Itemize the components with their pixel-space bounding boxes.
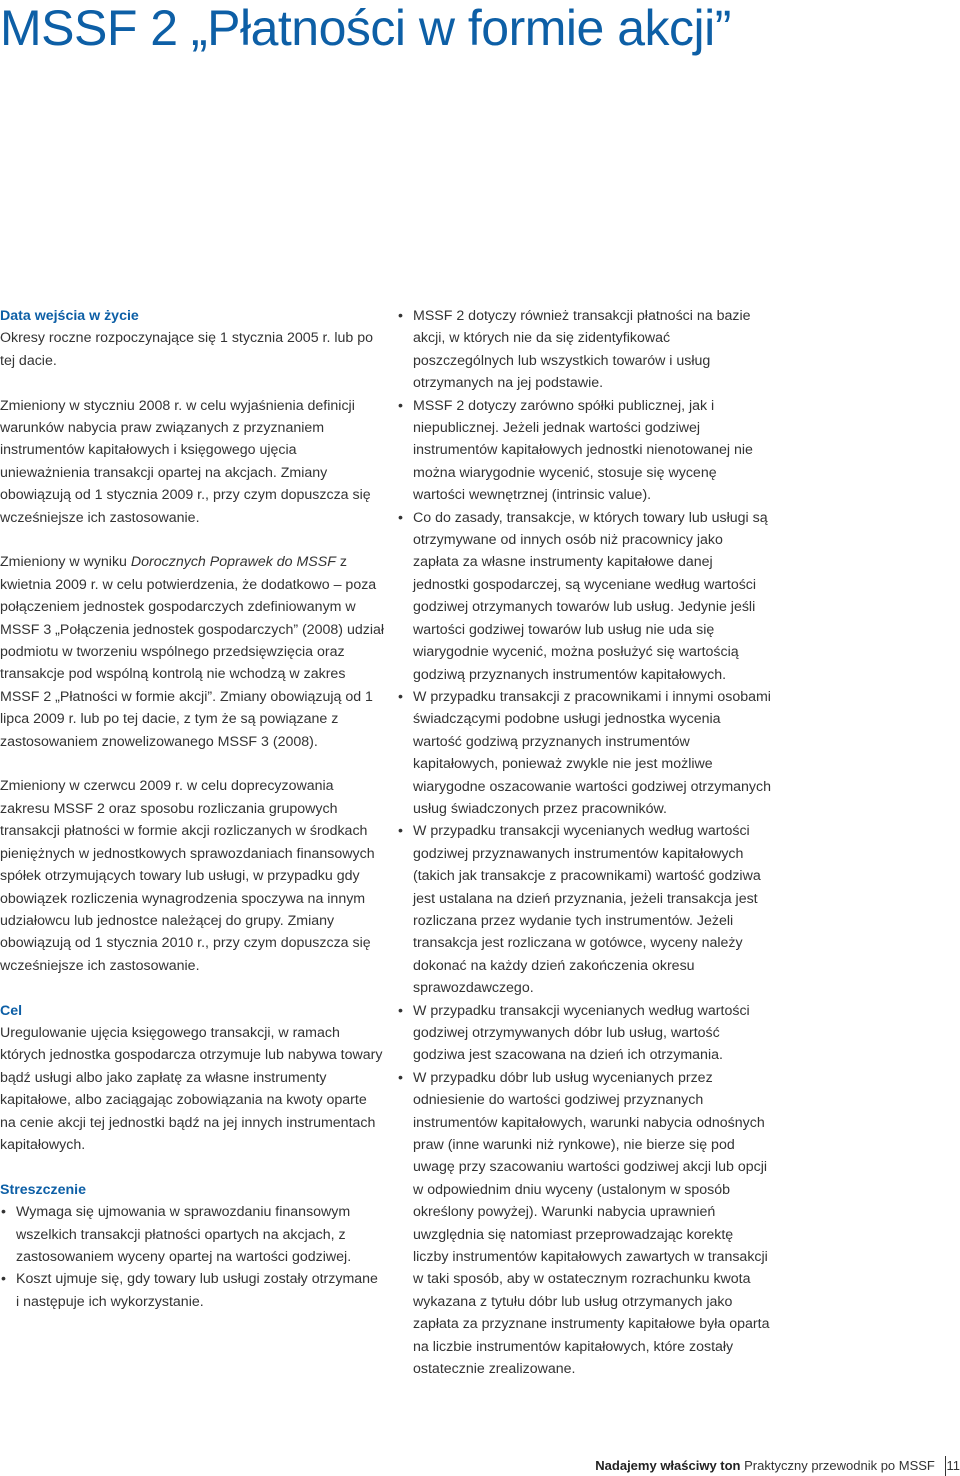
amendment-april-intro: Zmieniony w wyniku	[0, 554, 131, 571]
goal-text: Uregulowanie ujęcia księgowego transakcji, w ramach których jednostka gospodarcza otrzymuje lub nabywa towary bądź usługi albo jako zapłatę za własne instrumenty kapitałowe, albo zaciągając zobowiązania na kwoty oparte na cenie akcji tej jednostki bądź na jej innych instrumentach kapitałowych.	[0, 1024, 383, 1153]
summary-bullet-text: Koszt ujmuje się, gdy towary lub usługi zostały otrzymane i następuje ich wykorzystanie.	[16, 1271, 378, 1310]
amendment-june-2009: Zmieniony w czerwcu 2009 r. w celu doprecyzowania zakresu MSSF 2 oraz sposobu rozliczania grupowych transakcji płatności w formie akcji rozliczanych w środkach pieniężnych w jednostkowych sprawozdaniach finansowych spółek otrzymujących towary lub usługi, w przypadku gdy obowiązek rozliczenia wynagrodzenia spoczywa na innym udziałowcu lub jednostce należącej do grupy. Zmiany obowiązują od 1 stycznia 2010 r., przy czym dopuszcza się wcześniejsze ich zastosowanie.	[0, 778, 375, 974]
bullet-icon: •	[398, 1002, 403, 1019]
bullet-icon: •	[398, 308, 403, 324]
footer-tagline: Nadajemy właściwy ton	[595, 1458, 741, 1473]
left-column	[0, 305, 385, 1313]
summary-bullet	[397, 507, 772, 686]
page-number: 11	[946, 1458, 960, 1473]
summary-bullet-text: W przypadku transakcji z pracownikami i innymi osobami świadczącymi podobne usługi jednostka wycenia wartość godziwą przyznanych instrumentów kapitałowych, ponieważ zwykle nie jest możliwe wiarygodne oszacowanie wartości godziwej otrzymanych usług świadczonych przez pracowników.	[413, 688, 772, 817]
summary-heading: Streszczenie	[0, 1181, 86, 1198]
bullet-icon: •	[398, 509, 403, 526]
footer-divider	[945, 1456, 946, 1476]
summary-bullet-text: W przypadku transakcji wycenianych według wartości godziwej przyznawanych instrumentów kapitałowych (takich jak transakcje z pracownikami) wartość godziwa jest ustalana na dzień przyznania, jeżeli transakcja jest rozliczana przez wydanie tych instrumentów. Jeżeli transakcja jest rozliczana w gotówce, wyceny należy dokonać na każdy dzień zakończenia okresu sprawozdawczego.	[413, 823, 761, 997]
amendment-april-2009	[0, 551, 385, 753]
summary-bullet-text: Co do zasady, transakcje, w których towary lub usługi są otrzymywane od innych osób niż pracownicy jako zapłata za własne instrumenty kapitałowe danej jednostki gospodarczej, są wyceniane według wartości godziwej otrzymanych towarów lub usług. Jedynie jeśli wartości godziwej towarów lub usług nie uda się wiarygodnie wycenić, można posłużyć się wartością godziwą przyznanych instrumentów kapitałowych.	[413, 509, 768, 683]
summary-bullet	[397, 686, 772, 820]
amendment-april-rest: z kwietnia 2009 r. w celu potwierdzenia, że dodatkowo – poza połączeniem jednostek gospodarczych zdefiniowanym w MSSF 3 „Połączenia jednostek gospodarczych” (2008) udział podmiotu w tworzeniu wspólnego przedsięwzięcia oraz transakcje pod wspólną kontrolą nie wchodzą w zakres MSSF 2 „Płatności w formie akcji”. Zmiany obowiązują od 1 lipca 2009 r. lub po tej dacie, z tym że są powiązane z zastosowaniem znowelizowanego MSSF 3 (2008).	[0, 554, 385, 750]
bullet-icon: •	[398, 1069, 403, 1086]
summary-bullet	[397, 305, 772, 395]
bullet-icon: •	[1, 1271, 6, 1288]
summary-list	[0, 1201, 385, 1313]
bullet-icon: •	[398, 688, 403, 705]
effective-date-text: Okresy roczne rozpoczynające się 1 stycznia 2005 r. lub po tej dacie.	[0, 330, 374, 369]
summary-bullet-text: W przypadku dóbr lub usług wycenianych przez odniesienie do wartości godziwej przyznanych instrumentów kapitałowych, warunki nabycia odnośnych praw (inne warunki niż rynkowe), nie bierze się pod uwagę przy szacowaniu wartości godziwej akcji lub opcji w odpowiednim dniu wyceny (ustalonym w sposób określony powyżej). Warunki nabycia uprawnień uwzględnia się natomiast przeprowadzając korektę liczby instrumentów kapitałowych zawartych w transakcji w taki sposób, aby w ostatecznym rozrachunku kwota wykazana z tytułu dóbr lub usług otrzymanych jako zapłata za przyznane instrumenty kapitałowe była oparta na liczbie instrumentów kapitałowych, które zostały ostatecznie zrealizowane.	[413, 1069, 770, 1378]
effective-date-heading: Data wejścia w życie	[0, 308, 139, 324]
amendment-january-2008: Zmieniony w styczniu 2008 r. w celu wyjaśnienia definicji warunków nabycia praw związanych z przyznaniem instrumentów kapitałowych i księgowego ujęcia unieważnienia transakcji opartej na akcjach. Zmiany obowiązują od 1 stycznia 2009 r., przy czym dopuszcza się wcześniejsze ich zastosowanie.	[0, 397, 371, 526]
summary-bullet-text: MSSF 2 dotyczy zarówno spółki publicznej, jak i niepublicznej. Jeżeli jednak wartości godziwej instrumentów kapitałowych jednostki nienotowanej nie można wiarygodnie wycenić, stosuje się wycenę wartości wewnętrznej (intrinsic value).	[413, 397, 753, 504]
footer-publication: Praktyczny przewodnik po MSSF	[744, 1458, 935, 1473]
summary-continued-list	[397, 305, 772, 1381]
summary-bullet	[0, 1201, 385, 1268]
bullet-icon: •	[398, 397, 403, 414]
right-column	[397, 305, 772, 1381]
summary-bullet	[397, 1000, 772, 1067]
summary-bullet	[397, 1067, 772, 1381]
page-title: MSSF 2 „Płatności w formie akcji”	[0, 0, 731, 56]
summary-bullet	[397, 820, 772, 999]
page-footer	[595, 1458, 960, 1474]
summary-bullet-text: W przypadku transakcji wycenianych według wartości godziwej otrzymywanych dóbr lub usług, wartość godziwa jest szacowana na dzień ich otrzymania.	[413, 1002, 750, 1064]
summary-bullet	[0, 1268, 385, 1313]
summary-bullet	[397, 395, 772, 507]
goal-heading: Cel	[0, 1002, 23, 1019]
bullet-icon: •	[1, 1204, 6, 1221]
bullet-icon: •	[398, 823, 403, 840]
summary-bullet-text: MSSF 2 dotyczy również transakcji płatności na bazie akcji, w których nie da się zidentyfikować poszczególnych lub wszystkich towarów i usług otrzymanych na jej podstawie.	[413, 308, 751, 392]
annual-improvements-title: Dorocznych Poprawek do MSSF	[130, 554, 336, 571]
summary-bullet-text: Wymaga się ujmowania w sprawozdaniu finansowym wszelkich transakcji płatności opartych na akcjach, z zastosowaniem wyceny opartej na wartości godziwej.	[16, 1204, 352, 1265]
